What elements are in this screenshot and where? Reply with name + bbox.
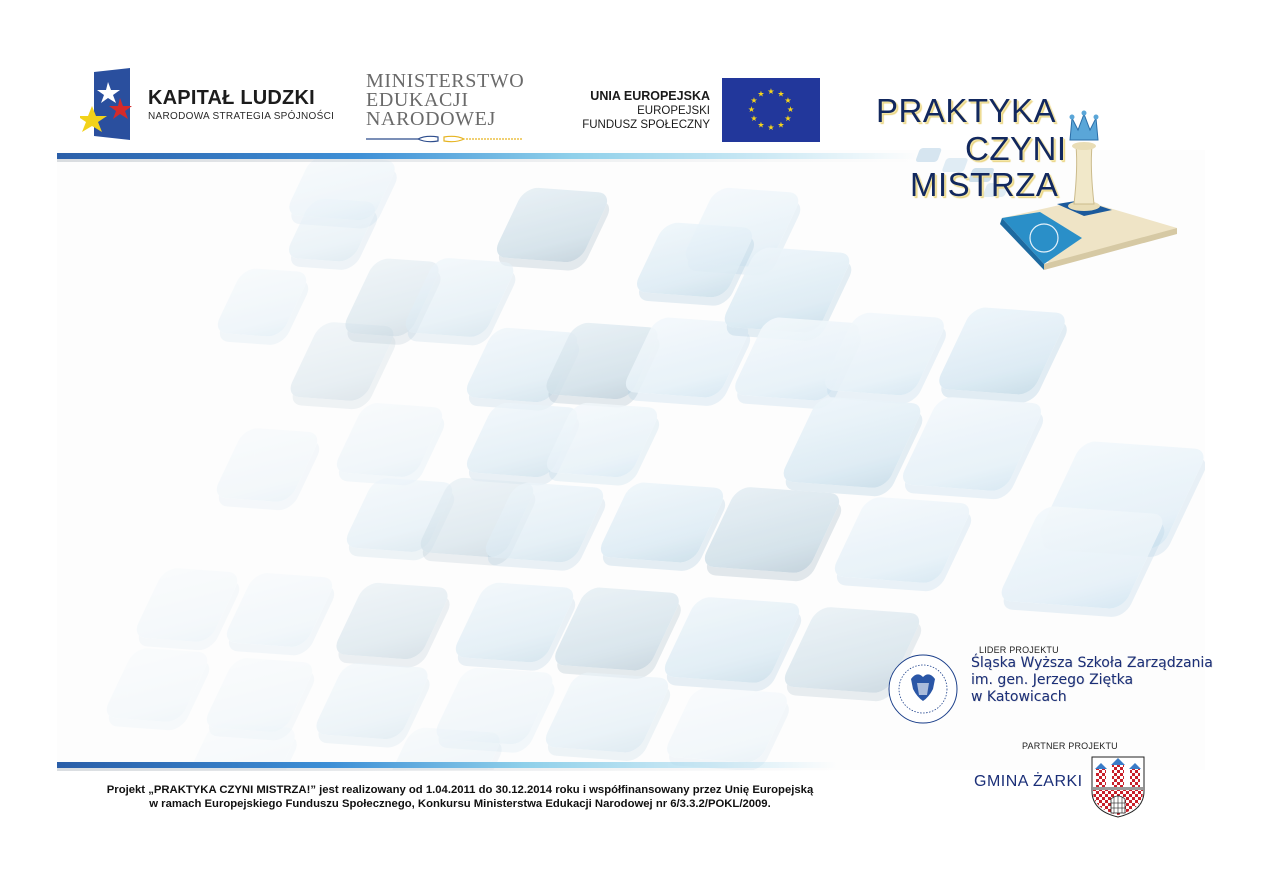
lider-name-line-2: im. gen. Jerzego Ziętka xyxy=(971,672,1134,688)
lider-label: LIDER PROJEKTU xyxy=(979,645,1059,655)
university-seal-icon xyxy=(887,653,959,725)
praktyka-czyni-mistrza-logo xyxy=(872,88,1192,278)
lider-projektu-block xyxy=(887,645,1213,725)
partner-label: PARTNER PROJEKTU xyxy=(1022,741,1118,751)
kapital-ludzki-logo xyxy=(80,68,334,140)
czyni-word: CZYNI xyxy=(965,130,1067,167)
unia-europejska-title: UNIA EUROPEJSKA xyxy=(590,88,710,103)
svg-text:★: ★ xyxy=(750,96,758,105)
lider-name-line-1: Śląska Wyższa Szkoła Zarządzania xyxy=(971,655,1213,671)
footer-line-1: Projekt „PRAKTYKA CZYNI MISTRZA!” jest realizowany od 1.04.2011 do 30.12.2014 roku i współfinansowany przez Unię Europejską xyxy=(106,784,814,796)
svg-text:★: ★ xyxy=(757,120,765,130)
kapital-ludzki-title: KAPITAŁ LUDZKI xyxy=(148,86,315,109)
svg-text:★: ★ xyxy=(777,89,785,99)
zarki-coat-of-arms-icon xyxy=(1090,755,1146,819)
decorative-tile xyxy=(331,582,452,660)
ministerstwo-line-2: EDUKACJI xyxy=(366,89,469,111)
unia-europejska-logo xyxy=(574,78,820,142)
gmina-zarki-name: GMINA ŻARKI xyxy=(974,773,1083,790)
header-divider xyxy=(57,153,917,159)
decorative-tile xyxy=(830,496,974,583)
ministerstwo-line-1: MINISTERSTWO xyxy=(366,70,525,92)
svg-text:★: ★ xyxy=(750,114,758,123)
decorative-tile xyxy=(102,647,213,722)
ministerstwo-pen-icon xyxy=(366,135,522,143)
project-funding-statement xyxy=(60,783,860,811)
efs-line-1: EUROPEJSKI xyxy=(637,104,710,117)
footer-line-2: w ramach Europejskiego Funduszu Społecznego, Konkursu Ministerstwa Edukacji Narodowej nr 6/3.3.2/POKL/2009. xyxy=(149,798,771,810)
decorative-tile xyxy=(311,662,432,740)
svg-text:★: ★ xyxy=(777,120,785,130)
kapital-ludzki-flag-icon xyxy=(80,68,132,140)
eu-flag-icon xyxy=(722,78,820,142)
decorative-tile xyxy=(332,402,447,478)
ministerstwo-line-3: NARODOWEJ xyxy=(366,108,496,130)
decorative-tile xyxy=(934,307,1070,396)
svg-text:★: ★ xyxy=(784,114,792,123)
footer-divider xyxy=(57,762,837,768)
decorative-tile xyxy=(660,596,804,683)
decorative-tile xyxy=(492,187,612,263)
decorative-tile xyxy=(541,672,673,754)
decorative-tile xyxy=(202,657,317,733)
svg-text:★: ★ xyxy=(767,87,775,96)
decorative-tile xyxy=(662,687,792,764)
decorative-tile xyxy=(212,427,323,502)
decorative-tile xyxy=(997,506,1168,610)
ministerstwo-edukacji-logo xyxy=(366,72,524,148)
kapital-ludzki-subtitle: NARODOWA STRATEGIA SPÓJNOŚCI xyxy=(148,110,335,122)
decorative-tile xyxy=(222,572,337,648)
decorative-tile xyxy=(213,268,312,338)
svg-text:★: ★ xyxy=(786,105,795,114)
mistrza-word: MISTRZA xyxy=(910,166,1059,203)
svg-text:★: ★ xyxy=(747,105,756,114)
lider-name-line-3: w Katowicach xyxy=(971,689,1067,705)
svg-text:★: ★ xyxy=(784,96,792,105)
praktyka-word: PRAKTYKA xyxy=(876,92,1057,129)
svg-text:★: ★ xyxy=(757,89,765,99)
efs-line-2: FUNDUSZ SPOŁECZNY xyxy=(582,118,710,131)
svg-text:★: ★ xyxy=(767,123,775,132)
